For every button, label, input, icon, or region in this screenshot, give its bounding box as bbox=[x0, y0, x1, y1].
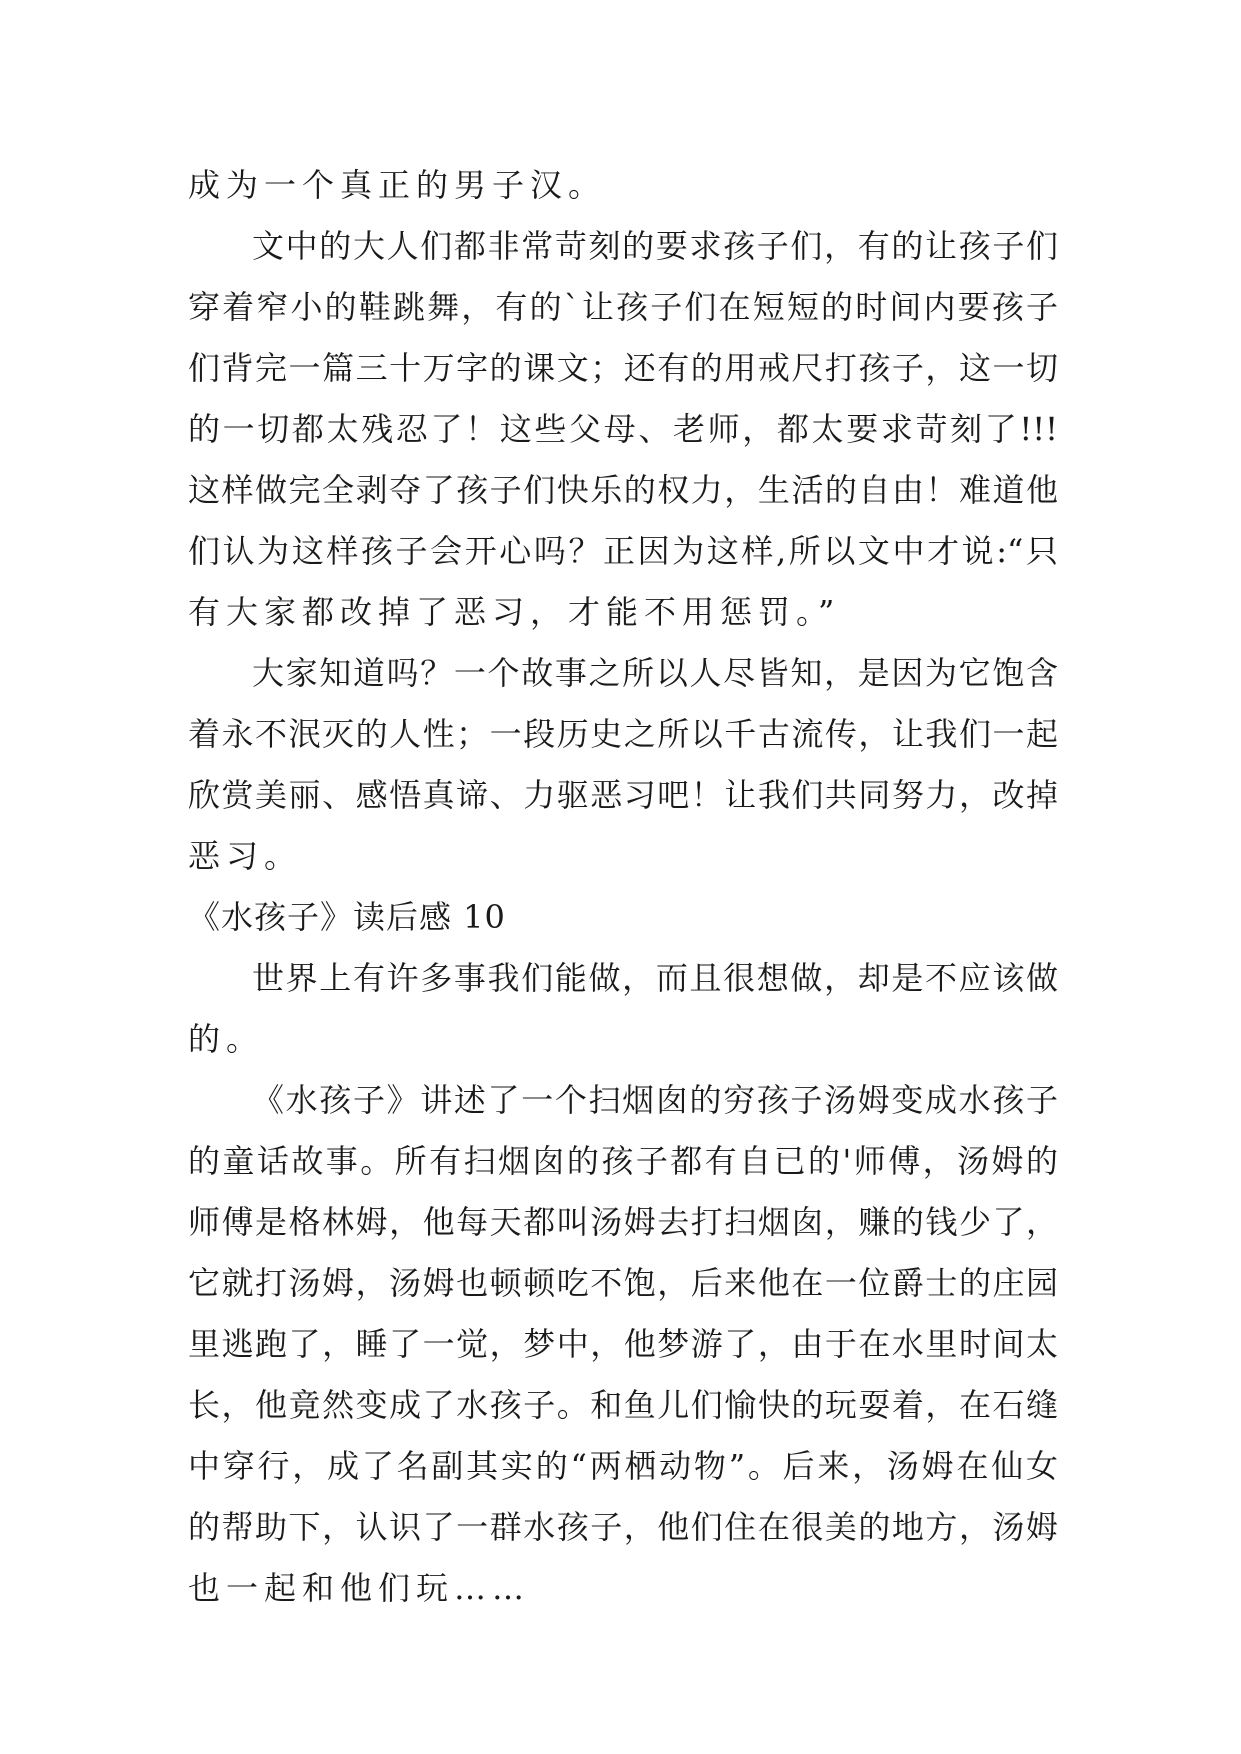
paragraph-line: 的一切都太残忍了！这些父母、老师，都太要求苛刻了!!! bbox=[188, 410, 1058, 448]
document-body bbox=[188, 155, 1058, 1619]
paragraph-line: 文中的大人们都非常苛刻的要求孩子们，有的让孩子们 bbox=[252, 227, 1058, 265]
section-heading: 《水孩子》读后感 10 bbox=[188, 898, 506, 936]
paragraph-line: 的童话故事。所有扫烟囱的孩子都有自已的'师傅，汤姆的 bbox=[188, 1142, 1058, 1180]
paragraph-line: 们背完一篇三十万字的课文；还有的用戒尺打孩子，这一切 bbox=[188, 349, 1058, 387]
paragraph-line: 的。 bbox=[188, 1020, 265, 1058]
paragraph-line: 它就打汤姆，汤姆也顿顿吃不饱，后来他在一位爵士的庄园 bbox=[188, 1264, 1058, 1302]
paragraph-line: 这样做完全剥夺了孩子们快乐的权力，生活的自由！难道他 bbox=[188, 471, 1058, 509]
paragraph-line: 的帮助下，认识了一群水孩子，他们住在很美的地方，汤姆 bbox=[188, 1508, 1058, 1546]
paragraph-line: 长，他竟然变成了水孩子。和鱼儿们愉快的玩耍着，在石缝 bbox=[188, 1386, 1058, 1424]
paragraph-line: 有大家都改掉了恶习，才能不用惩罚。” bbox=[188, 593, 841, 631]
paragraph-line: 欣赏美丽、感悟真谛、力驱恶习吧！让我们共同努力，改掉 bbox=[188, 776, 1058, 814]
paragraph-line: 中穿行，成了名副其实的“两栖动物”。后来，汤姆在仙女 bbox=[188, 1447, 1058, 1485]
paragraph-line: 也一起和他们玩…… bbox=[188, 1569, 531, 1607]
paragraph-line: 《水孩子》讲述了一个扫烟囱的穷孩子汤姆变成水孩子 bbox=[252, 1081, 1058, 1119]
paragraph-line: 恶习。 bbox=[188, 837, 303, 875]
paragraph-line: 们认为这样孩子会开心吗？正因为这样,所以文中才说:“只 bbox=[188, 532, 1058, 570]
paragraph-line: 师傅是格林姆，他每天都叫汤姆去打扫烟囱，赚的钱少了， bbox=[188, 1203, 1058, 1241]
paragraph-line: 穿着窄小的鞋跳舞，有的`让孩子们在短短的时间内要孩子 bbox=[188, 288, 1058, 326]
paragraph-line: 着永不泯灭的人性；一段历史之所以千古流传，让我们一起 bbox=[188, 715, 1058, 753]
paragraph-line: 世界上有许多事我们能做，而且很想做，却是不应该做 bbox=[252, 959, 1058, 997]
paragraph-line: 成为一个真正的男子汉。 bbox=[188, 166, 607, 204]
paragraph-line: 大家知道吗？一个故事之所以人尽皆知，是因为它饱含 bbox=[252, 654, 1058, 692]
paragraph-line: 里逃跑了，睡了一觉，梦中，他梦游了，由于在水里时间太 bbox=[188, 1325, 1058, 1363]
